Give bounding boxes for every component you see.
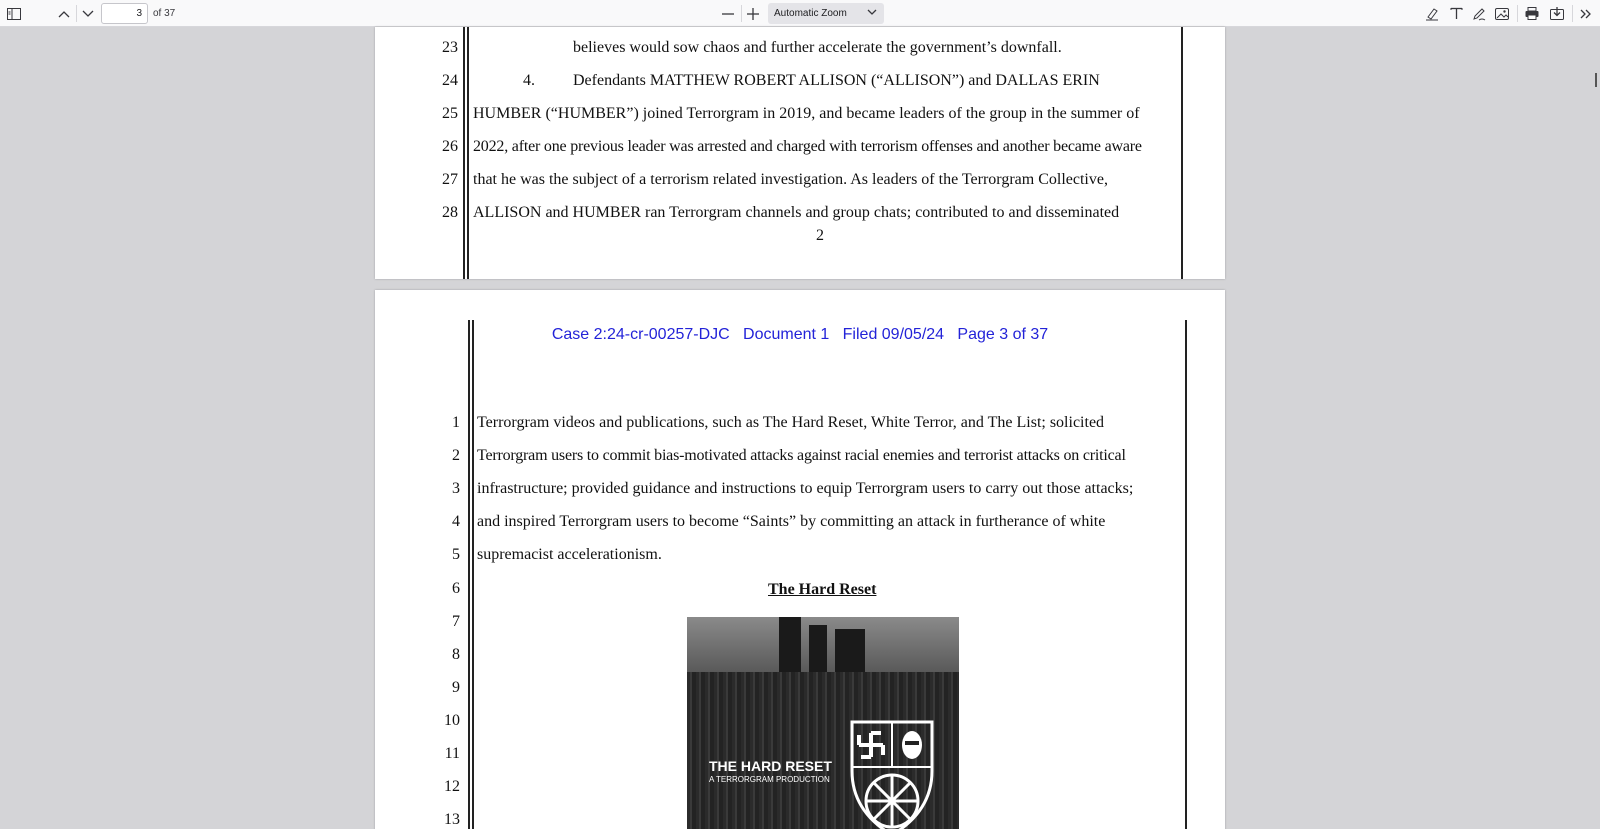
page-number-input[interactable] bbox=[101, 3, 148, 24]
document-line: supremacist accelerationism. bbox=[477, 546, 662, 563]
case-header bbox=[375, 326, 1225, 344]
line-number: 23 bbox=[442, 39, 458, 56]
next-page-icon[interactable] bbox=[77, 3, 99, 24]
line-number: 4 bbox=[452, 513, 460, 530]
line-number: 5 bbox=[452, 546, 460, 563]
document-line: that he was the subject of a terrorism related investigation. As leaders of the Terrorgram Collective, bbox=[473, 171, 1108, 188]
zoom-out-icon[interactable] bbox=[717, 3, 739, 24]
image-tower bbox=[779, 617, 801, 675]
document-line: and inspired Terrorgram users to become “Saints” by committing an attack in furtherance of white bbox=[477, 513, 1106, 530]
pdf-page-2 bbox=[375, 27, 1225, 279]
paragraph-number: 4. bbox=[523, 72, 535, 89]
line-number: 26 bbox=[442, 138, 458, 155]
line-number: 2 bbox=[452, 447, 460, 464]
document-number: Document 1 bbox=[743, 326, 830, 343]
page-number: 2 bbox=[816, 227, 824, 244]
document-line: Terrorgram users to commit bias-motivated attacks against racial enemies and terrorist attacks on critical bbox=[477, 447, 1126, 464]
image-icon[interactable] bbox=[1491, 3, 1513, 24]
chevron-down-icon bbox=[867, 6, 877, 18]
left-margin-rule bbox=[467, 27, 469, 279]
shield-emblem-icon bbox=[849, 719, 935, 829]
document-line: HUMBER (“HUMBER”) joined Terrorgram in 2019, and became leaders of the group in the summer of bbox=[473, 105, 1140, 122]
previous-page-icon[interactable] bbox=[53, 3, 75, 24]
page-of-total: Page 3 of 37 bbox=[957, 326, 1049, 343]
pdf-page-3 bbox=[375, 290, 1225, 829]
document-line: Defendants MATTHEW ROBERT ALLISON (“ALLISON”) and DALLAS ERIN bbox=[573, 72, 1100, 89]
line-number: 12 bbox=[444, 778, 460, 795]
line-number: 10 bbox=[444, 712, 460, 729]
line-number: 6 bbox=[452, 580, 460, 597]
zoom-select[interactable] bbox=[768, 3, 884, 24]
document-line: ALLISON and HUMBER ran Terrorgram channels and group chats; contributed to and disseminated bbox=[473, 204, 1120, 221]
text-tool-icon[interactable] bbox=[1445, 3, 1467, 24]
line-number: 1 bbox=[452, 414, 460, 431]
highlight-icon[interactable] bbox=[1421, 3, 1443, 24]
line-number: 28 bbox=[442, 204, 458, 221]
document-line: infrastructure; provided guidance and instructions to equip Terrorgram users to carry out those attacks; bbox=[477, 480, 1134, 497]
line-number: 13 bbox=[444, 811, 460, 828]
page-count-label: of 37 bbox=[153, 8, 176, 19]
line-number: 11 bbox=[444, 745, 460, 762]
hard-reset-cover-image bbox=[687, 617, 959, 829]
pdf-toolbar bbox=[0, 0, 1600, 27]
document-line: believes would sow chaos and further accelerate the government’s downfall. bbox=[573, 39, 1062, 56]
right-margin-rule bbox=[1185, 320, 1187, 829]
image-tower bbox=[835, 629, 865, 675]
line-number: 27 bbox=[442, 171, 458, 188]
line-number: 9 bbox=[452, 679, 460, 696]
scrollbar-thumb[interactable] bbox=[1595, 73, 1597, 87]
section-title: The Hard Reset bbox=[768, 581, 877, 598]
tools-menu-icon[interactable] bbox=[1575, 3, 1597, 24]
image-tower bbox=[809, 625, 827, 675]
zoom-select-value: Automatic Zoom bbox=[774, 8, 847, 19]
line-number: 25 bbox=[442, 105, 458, 122]
line-number: 3 bbox=[452, 480, 460, 497]
draw-icon[interactable] bbox=[1468, 3, 1490, 24]
sidebar-toggle-icon[interactable] bbox=[3, 3, 25, 24]
document-line: 2022, after one previous leader was arrested and charged with terrorism offenses and another became aware bbox=[473, 138, 1142, 155]
line-number: 24 bbox=[442, 72, 458, 89]
save-icon[interactable] bbox=[1546, 3, 1568, 24]
line-number: 7 bbox=[452, 613, 460, 630]
figure-title: THE HARD RESET bbox=[709, 758, 832, 774]
print-icon[interactable] bbox=[1521, 3, 1543, 24]
case-number: Case 2:24-cr-00257-DJC bbox=[551, 326, 730, 343]
left-margin-rule bbox=[472, 320, 474, 829]
left-margin-rule bbox=[463, 27, 465, 279]
zoom-in-icon[interactable] bbox=[742, 3, 764, 24]
filed-date: Filed 09/05/24 bbox=[842, 326, 945, 343]
left-margin-rule bbox=[468, 320, 470, 829]
toolbar-divider bbox=[1572, 5, 1573, 22]
toolbar-divider bbox=[1517, 5, 1518, 22]
line-number: 8 bbox=[452, 646, 460, 663]
document-line: Terrorgram videos and publications, such as The Hard Reset, White Terror, and The List; solicited bbox=[477, 414, 1105, 431]
figure-subtitle: A TERRORGRAM PRODUCTION bbox=[709, 775, 830, 784]
right-margin-rule bbox=[1181, 27, 1183, 279]
